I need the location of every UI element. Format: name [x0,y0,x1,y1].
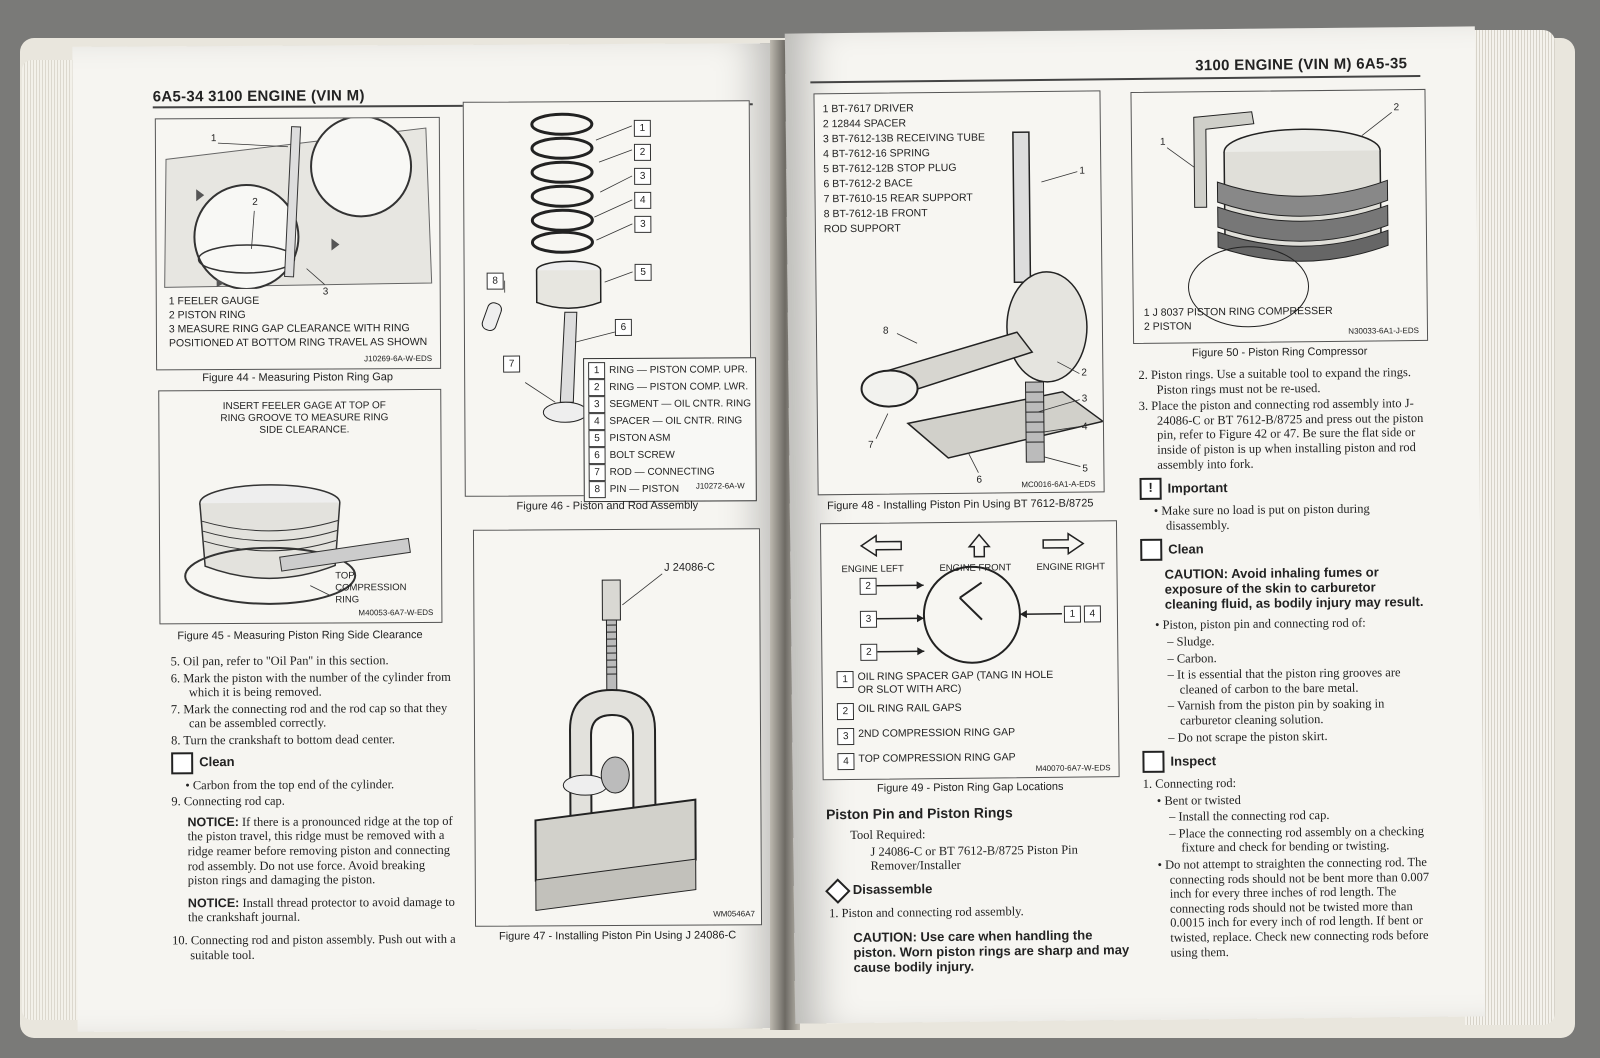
figure-44-frame [155,117,441,370]
step-9: 9. Connecting rod cap. [171,793,285,809]
inspect-bullet: • Bent or twisted [1156,792,1241,808]
clean-bullet-right: • Piston, piston pin and connecting rod of: [1154,615,1366,633]
exclamation-icon: ! [1140,478,1162,500]
clean-dash-text: It is essential that the piston ring grooves are cleaned of carbon to the bare metal. [1176,665,1401,697]
fig46-callout: 2 [634,144,651,161]
fig50-legend [1144,304,1333,334]
important-bullet-text: Make sure no load is put on piston during disassembly. [1161,501,1370,533]
important-heading-label: Important [1167,479,1228,496]
left-body-text [171,653,458,965]
inspect-dash: – Install the connecting rod cap. [1168,808,1330,824]
disassemble-icon [825,878,850,903]
fig48-legend-item: ROD SUPPORT [823,222,901,236]
clean-dash: – It is essential that the piston ring grooves are cleaned of carbon to the bare metal. [1167,665,1401,697]
caution-fumes: CAUTION: Avoid inhaling fumes or exposure of the skin to carburetor cleaning fluid, as bodily injury may result. [1164,564,1424,613]
fig46-legend-item: ROD — CONNECTING [609,466,715,479]
important-heading [1140,475,1430,500]
fig46-legend-item: RING — PISTON COMP. UPR. [609,364,748,377]
fig47-code: WM0546A7 [713,909,755,919]
notice-1 [171,814,456,888]
step-10: 10. Connecting rod and piston assembly. Push out with a suitable tool. [172,931,456,962]
fig49-caption: Figure 49 - Piston Ring Gap Locations [876,780,1064,795]
clean-bullet: • Carbon from the top end of the cylinder. [185,776,395,792]
fig48-legend-item: 6 BT-7612-2 BACE [823,177,913,191]
fig48-callout: 6 [976,474,983,486]
fig44-legend-item: 2 PISTON RING [168,308,246,322]
fig49-diagram-num: 4 [1084,605,1101,622]
figure-50-frame [1130,89,1428,344]
figure-46-frame [463,100,752,496]
clean-dash-text: Carbon. [1176,650,1217,666]
fig46-legend-item: SPACER — OIL CNTR. RING [609,415,743,428]
step-5: 5. Oil pan, refer to ''Oil Pan'' in this section. [170,653,389,669]
right-header-rule [810,75,1420,83]
clean-dash: – Sludge. [1167,634,1215,649]
fig50-callout: 2 [1393,102,1400,114]
fig49-code: M40070-6A7-W-EDS [1035,763,1111,774]
fig49-legend-item: 2ND COMPRESSION RING GAP [858,726,1016,740]
notice-2 [172,895,457,926]
fig48-callout: 7 [868,439,874,451]
inspect-dash-text: Install the connecting rod cap. [1178,808,1330,824]
notice-1-text: If there is a pronounced ridge at the top of the piston travel, this ridge must be removed with a ridge reamer before removing piston and connecting rod assembly. Do not use force. Avoid breaking piston rings and damaging the piston. [187,813,453,888]
fig44-legend [169,293,428,350]
clean-dash-text: Varnish from the piston pin by soaking in carburetor cleaning solution. [1176,696,1385,728]
fig46-legend-num: 3 [588,396,605,413]
caution-handling: CAUTION: Use care when handling the piston. Worn piston rings are sharp and may cause bodily injury. [853,927,1130,976]
clean-dash: – Do not scrape the piston skirt. [1168,728,1328,745]
fig47-label: J 24086-C [664,561,715,574]
fig45-caption: Figure 45 - Measuring Piston Ring Side Clearance [177,629,423,643]
fig46-legend-num: 8 [589,481,606,498]
notice-2-label: NOTICE: [187,895,240,910]
right-page-header: 3100 ENGINE (VIN M) 6A5-35 [1195,55,1408,75]
fig49-legend-num: 1 [837,671,854,688]
right-col2-text [1138,365,1434,962]
fig46-callout: 6 [615,319,632,336]
fig44-callout-3: 3 [322,286,329,298]
engine-front-label: ENGINE FRONT [939,562,1012,575]
engine-right-label: ENGINE RIGHT [1036,561,1106,574]
fig46-callout: 7 [503,356,520,373]
fig48-callout: 5 [1082,463,1089,475]
left-page [72,43,782,1032]
step-6: 6. Mark the piston with the number of the cylinder from which it is being removed. [170,669,451,700]
fig45-note: INSERT FEELER GAGE AT TOP OF RING GROOVE TO MEASURE RING SIDE CLEARANCE. [220,400,389,436]
fig49-legend-num: 4 [837,753,854,770]
tool-required-label: Tool Required: [850,827,926,842]
fig49-diagram-num: 2 [860,578,877,595]
fig49-legend-item: OIL RING RAIL GAPS [857,701,962,715]
fig46-caption: Figure 46 - Piston and Rod Assembly [516,499,699,513]
figure-47-illustration [474,529,761,925]
right-page [785,26,1485,1023]
step-2: 2. Piston rings. Use a suitable tool to expand the rings. Piston rings must not be re-used. [1138,365,1412,397]
clean-bullet-text: Carbon from the top end of the cylinder. [192,776,395,792]
inspect-bullet-2: • Do not attempt to straighten the connecting rod. The connecting rods should not be bent more than 0.007 inch for every three inches of rod length. The connecting rods should not be twisted more than 0.0015 inch for every inch of rod length. If bent or twisted, replace. Check new connecting rods before using them. [1157,855,1430,960]
fig50-code: N30033-6A1-J-EDS [1348,326,1420,336]
fig44-legend-item: 3 MEASURE RING GAP CLEARANCE WITH RING [168,322,410,336]
section-title: Piston Pin and Piston Rings [825,804,1013,823]
fig46-legend-num: 5 [588,430,605,447]
fig48-legend-item: 7 BT-7610-15 REAR SUPPORT [823,191,973,206]
clean-heading-label: Clean [199,754,235,770]
clean-dash-text: Sludge. [1176,634,1215,649]
fig49-legend-num: 2 [837,703,854,720]
fig46-legend-item: PIN — PISTON [609,483,680,496]
fig46-callout: 5 [635,264,652,281]
inspect-bullet-text: Bent or twisted [1164,792,1241,808]
fig50-caption: Figure 50 - Piston Ring Compressor [1191,345,1368,360]
fig48-callout: 3 [1081,393,1088,405]
fig48-callout: 8 [882,325,889,337]
fig48-callout: 4 [1081,421,1088,433]
step-8: 8. Turn the crankshaft to bottom dead center. [171,732,396,748]
step-3: 3. Place the piston and connecting rod assembly into J-24086-C or BT 7612-B/8725 and press out the piston pin, refer to Figure 42 or 47. Be sure the flat side or inside of piston is up when installing piston and rod assembly into fork. [1138,396,1424,472]
clean-heading [171,750,456,773]
fig44-legend-item: POSITIONED AT BOTTOM RING TRAVEL AS SHOWN [168,335,428,350]
fig46-code: J10272-6A-W [695,481,745,491]
fig48-callout: 2 [1081,367,1088,379]
fig49-legend-num: 3 [837,728,854,745]
fig48-legend [823,101,986,238]
fig48-legend-item: 5 BT-7612-12B STOP PLUG [823,161,957,176]
fig44-legend-item: 1 FEELER GAUGE [168,294,260,308]
notice-1-label: NOTICE: [187,814,239,830]
right-col1-text [828,825,1130,978]
fig49-diagram-num: 3 [860,611,877,628]
fig49-diagram-num: 1 [1064,606,1081,623]
fig46-callout: 3 [634,216,651,233]
figure-48-frame [813,90,1104,495]
clean-heading-right-label: Clean [1168,541,1204,557]
tool-required-value: J 24086-C or BT 7612-B/8725 Piston Pin Remover/Installer [870,842,1078,873]
fig45-label: TOP COMPRESSION RING [335,570,407,606]
fig50-legend-item: 1 J 8037 PISTON RING COMPRESSER [1143,304,1333,319]
fig46-legend-num: 4 [588,413,605,430]
fig46-callout: 3 [634,168,651,185]
fig46-legend-item: RING — PISTON COMP. LWR. [609,381,749,394]
fig46-legend-num: 2 [588,379,605,396]
fig46-legend-num: 6 [589,447,606,464]
fig49-legend-item: OIL RING SPACER GAP (TANG IN HOLE OR SLOT WITH ARC) [857,668,1054,696]
fig46-legend-num: 7 [589,464,606,481]
engine-left-label: ENGINE LEFT [841,563,904,576]
fig46-legend-item: SEGMENT — OIL CNTR. RING [609,398,752,411]
clean-bullet-right-text: Piston, piston pin and connecting rod of: [1162,615,1366,633]
fig46-callout: 1 [634,120,651,137]
fig48-caption: Figure 48 - Installing Piston Pin Using BT 7612-B/8725 [827,497,1094,513]
fig46-callout: 4 [634,192,651,209]
fig48-callout: 1 [1079,165,1085,177]
clean-dash: – Varnish from the piston pin by soaking in carburetor cleaning solution. [1167,696,1385,728]
inspect-heading [1142,748,1432,773]
clean-icon [1140,539,1162,561]
figure-49-frame [820,520,1120,780]
fig44-code: J10269-6A-W-EDS [364,353,433,364]
fig45-code: M40053-6A7-W-EDS [358,607,434,618]
figure-45-frame [158,389,442,624]
inspect-dash: – Place the connecting rod assembly on a checking fixture and check for bending or twisting. [1169,823,1425,856]
fig49-diagram-num: 2 [860,644,877,661]
clean-icon [171,752,193,774]
fig44-callout-1: 1 [210,133,217,145]
fig48-legend-item: 3 BT-7612-13B RECEIVING TUBE [822,131,986,146]
fig48-code: MC0016-6A1-A-EDS [1021,479,1096,490]
disassemble-heading-label: Disassemble [852,881,933,898]
inspect-heading-label: Inspect [1170,752,1217,769]
inspect-step-1: 1. Connecting rod: [1142,776,1237,792]
figure-47-frame [473,528,762,926]
step-7: 7. Mark the connecting rod and the rod cap so that they can be assembled correctly. [170,700,448,731]
disassemble-step-1: 1. Piston and connecting rod assembly. [828,903,1024,921]
inspect-bullet-2-text: Do not attempt to straighten the connecting rod. The connecting rods should not be bent more than 0.007 inch for every three inches of rod length. The connecting rods should not be twisted more than 0.0015 inch for every inch of rod length. If bent or twisted, replace. Check new connecting rods before using them. [1165,855,1430,960]
fig46-legend-num: 1 [588,362,605,379]
fig46-legend-item: PISTON ASM [609,432,671,445]
fig50-legend-item: 2 PISTON [1143,320,1192,333]
fig48-legend-item: 8 BT-7612-1B FRONT [823,207,928,221]
inspect-dash-text: Place the connecting rod assembly on a checking fixture and check for bending or twisting. [1178,823,1425,856]
left-page-header: 6A5-34 3100 ENGINE (VIN M) [152,87,365,106]
fig49-legend-item: TOP COMPRESSION RING GAP [858,751,1016,765]
clean-dash-text: Do not scrape the piston skirt. [1177,728,1328,745]
fig44-callout-2: 2 [252,196,258,208]
disassemble-heading [829,879,1129,900]
fig47-caption: Figure 47 - Installing Piston Pin Using J 24086-C [498,929,737,943]
fig48-legend-item: 2 12844 SPACER [822,117,907,131]
notice-2-text: Install thread protector to avoid damage to the crankshaft journal. [187,894,455,925]
fig46-callout: 8 [487,273,504,290]
fig48-legend-item: 1 BT-7617 DRIVER [822,102,914,116]
inspect-icon [1142,751,1164,773]
figure-44-illustration [156,118,440,289]
clean-heading-right [1140,536,1430,561]
fig49-legend [837,669,1059,770]
clean-dash: – Carbon. [1167,650,1217,666]
important-bullet: • Make sure no load is put on piston during disassembly. [1153,501,1370,533]
fig44-caption: Figure 44 - Measuring Piston Ring Gap [202,371,394,385]
fig46-legend-item: BOLT SCREW [609,449,675,462]
fig50-callout: 1 [1159,136,1166,148]
fig48-legend-item: 4 BT-7612-16 SPRING [823,147,930,161]
